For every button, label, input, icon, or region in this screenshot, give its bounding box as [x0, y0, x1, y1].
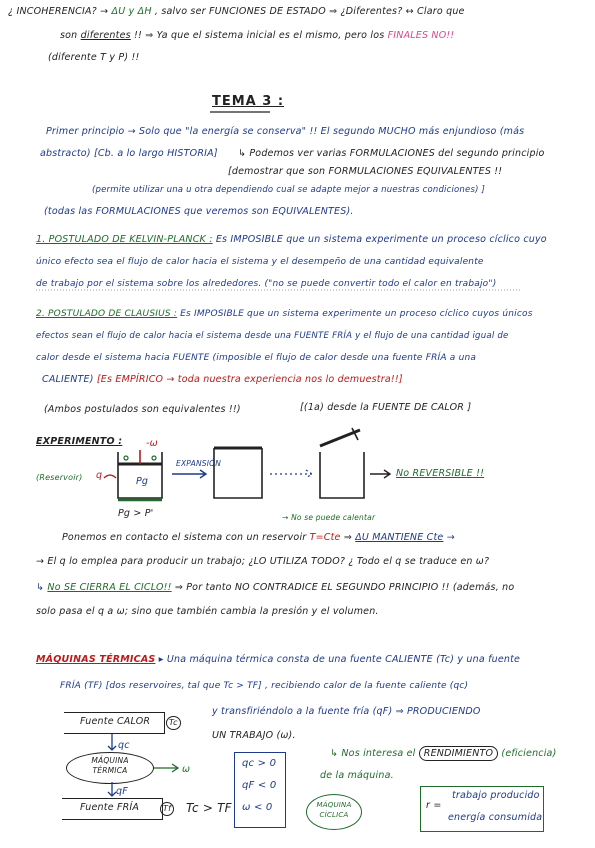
process-tcte: T=Cte — [309, 532, 341, 543]
header-son: son — [60, 30, 78, 41]
process-line-3 — [36, 582, 514, 594]
header-explanation: !! ⇒ Ya que el sistema inicial es el mismo, pero los — [134, 30, 385, 41]
machines-line-2: FRÍA (TF) [dos reservoires, tal que Tc > TF] , recibiendo calor de la fuente caliente (qc) — [60, 681, 469, 691]
header-question: ¿ INCOHERENCIA? → — [8, 6, 109, 17]
intro-line-2a: abstracto) [Cb. a lo largo HISTORIA] — [40, 148, 218, 159]
machines-definition: ▸ Una máquina térmica consta de una fuente CALIENTE (Tc) y una fuente — [158, 654, 521, 665]
header-line-1 — [8, 6, 465, 18]
process-hook: ↳ — [36, 582, 45, 593]
process-cycle: No SE CIERRA EL CICLO!! — [47, 582, 172, 593]
cold-source-label: Fuente FRÍA — [80, 802, 140, 813]
process-arrow: → — [446, 532, 455, 543]
irreversible-label: No REVERSIBLE !! — [396, 468, 485, 479]
work-label: ω — [182, 764, 191, 775]
process-conclusion: ⇒ Por tanto NO CONTRADICE EL SEGUNDO PRINCIPIO !! (además, no — [174, 582, 515, 593]
efficiency-denominator: energía consumida — [448, 812, 543, 823]
efficiency-numerator: trabajo producido — [452, 790, 540, 801]
reservoir-label: (Reservoir) — [36, 473, 83, 482]
efficiency-r: r = — [426, 800, 442, 811]
machines-line-1 — [36, 654, 520, 666]
rendimiento-intro: ↳ Nos interesa el — [330, 748, 416, 759]
sign-w: ω < 0 — [242, 802, 273, 813]
process-implies: ⇒ — [343, 532, 352, 543]
clausius-line-3: calor desde el sistema hacia FUENTE (imposible el flujo de calor desde una fuente FRÍA a una — [36, 353, 477, 363]
kelvin-line-3: de trabajo por el sistema sobre los alrededores. ("no se puede convertir todo el calor en trabajo") — [36, 279, 497, 289]
clausius-statement: Es IMPOSIBLE que un sistema experimente un proceso cíclico cuyos únicos — [180, 309, 533, 319]
machines-line-4: UN TRABAJO (ω). — [212, 730, 296, 741]
engine-label: MÁQUINA TÉRMICA — [91, 756, 129, 775]
eficiencia-label: (eficiencia) — [501, 748, 557, 759]
heat-arrow-icon — [104, 475, 116, 478]
machines-line-6: de la máquina. — [320, 770, 394, 781]
rendimiento-label: RENDIMIENTO — [419, 746, 498, 761]
intro-line-5: (todas las FORMULACIONES que veremos son EQUIVALENTES). — [44, 206, 354, 217]
page-title: TEMA 3 : — [212, 94, 285, 109]
hot-source-tag: Tc — [166, 716, 181, 730]
kelvin-heading: 1. POSTULADO DE KELVIN-PLANCK : — [36, 234, 213, 245]
header-line-3: (diferente T y P) !! — [48, 52, 140, 63]
process-line-1 — [62, 532, 455, 544]
pressure-label: Pg — [136, 476, 149, 487]
process-du: ΔU MANTIENE Cte — [355, 532, 444, 543]
no-calentar-note: → No se puede calentar — [282, 513, 376, 522]
process-line-2: → El q lo emplea para producir un trabajo; ¿LO UTILIZA TODO? ¿ Todo el q se traduce en ω? — [36, 556, 490, 567]
kelvin-statement: Es IMPOSIBLE que un sistema experimente un proceso cíclico cuyo — [215, 234, 547, 245]
qc-arrow-icon — [108, 734, 116, 750]
clausius-line-4 — [42, 374, 403, 386]
header-finales: FINALES NO!! — [387, 30, 455, 41]
kelvin-line-1 — [36, 234, 547, 246]
qf-arrow-icon — [108, 782, 116, 796]
clausius-line-1 — [36, 308, 533, 320]
clausius-line-2: efectos sean el flujo de calor hacia el sistema desde una FUENTE FRÍA y el flujo de una cantidad igual de — [36, 331, 509, 341]
cylinder-3 — [320, 428, 364, 498]
qc-label: qc — [118, 740, 130, 751]
header-line-2 — [60, 30, 454, 42]
intro-line-2b: ↳ Podemos ver varias FORMULACIONES del segundo principio — [238, 148, 545, 159]
temperature-inequality: Tc > TF — [186, 801, 232, 815]
cold-source-tag: Tf — [160, 802, 174, 816]
result-arrow-icon — [370, 470, 390, 478]
hot-source-label: Fuente CALOR — [80, 716, 151, 727]
sign-qc: qc > 0 — [242, 758, 277, 769]
qf-label: qF — [116, 786, 128, 797]
cylinder-2 — [214, 448, 262, 498]
machines-title: MÁQUINAS TÉRMICAS — [36, 654, 156, 665]
header-rest: , salvo ser FUNCIONES DE ESTADO ⇒ ¿Diferentes? ↔ Claro que — [154, 6, 465, 17]
process-line-4: solo pasa el q a ω; sino que también cambia la presión y el volumen. — [36, 606, 379, 617]
dotted-arrow-icon — [270, 470, 312, 478]
process-contact: Ponemos en contacto el sistema con un reservoir — [62, 532, 307, 543]
machines-line-3: y transfiriéndolo a la fuente fría (qF) ⇒ PRODUCIENDO — [212, 706, 481, 717]
pin-icon — [124, 456, 156, 460]
cyclic-machine-label: MÁQUINA CÍCLICA — [316, 801, 352, 819]
experiment-label: EXPERIMENTO : — [36, 436, 123, 447]
expansion-label: EXPANSIÓN — [176, 459, 222, 468]
intro-line-1: Primer principio → Solo que "la energía se conserva" !! El segundo MUCHO más enjundioso (más — [46, 126, 525, 137]
sign-qf: qF < 0 — [242, 780, 277, 791]
source-note: [(1a) desde la FUENTE DE CALOR ] — [300, 402, 472, 413]
clausius-empirico: [Es EMPÍRICO → toda nuestra experiencia nos lo demuestra!!] — [96, 374, 403, 385]
header-diferentes: diferentes — [80, 30, 131, 41]
work-arrow-icon — [154, 764, 178, 772]
clausius-caliente: CALIENTE) — [42, 374, 94, 385]
equivalence-note: (Ambos postulados son equivalentes !!) — [44, 404, 241, 415]
experiment-work: -ω — [146, 438, 158, 449]
experiment-q: q — [96, 470, 103, 481]
pressure-inequality: Pg > P' — [118, 508, 154, 519]
expansion-arrow-icon — [172, 470, 206, 478]
clausius-heading: 2. POSTULADO DE CLAUSIUS : — [36, 309, 178, 319]
cylinder-1 — [118, 450, 162, 500]
kelvin-line-2: único efecto sea el flujo de calor hacia el sistema y el desempeño de una cantidad equivalente — [36, 257, 484, 267]
machines-line-5 — [330, 748, 556, 760]
intro-line-3: [demostrar que son FORMULACIONES EQUIVALENTES !! — [228, 166, 503, 177]
intro-line-4: (permite utilizar una u otra dependiendo cual se adapte mejor a nuestras condiciones) ] — [92, 185, 486, 195]
header-delta: ΔU y ΔH — [111, 6, 152, 17]
